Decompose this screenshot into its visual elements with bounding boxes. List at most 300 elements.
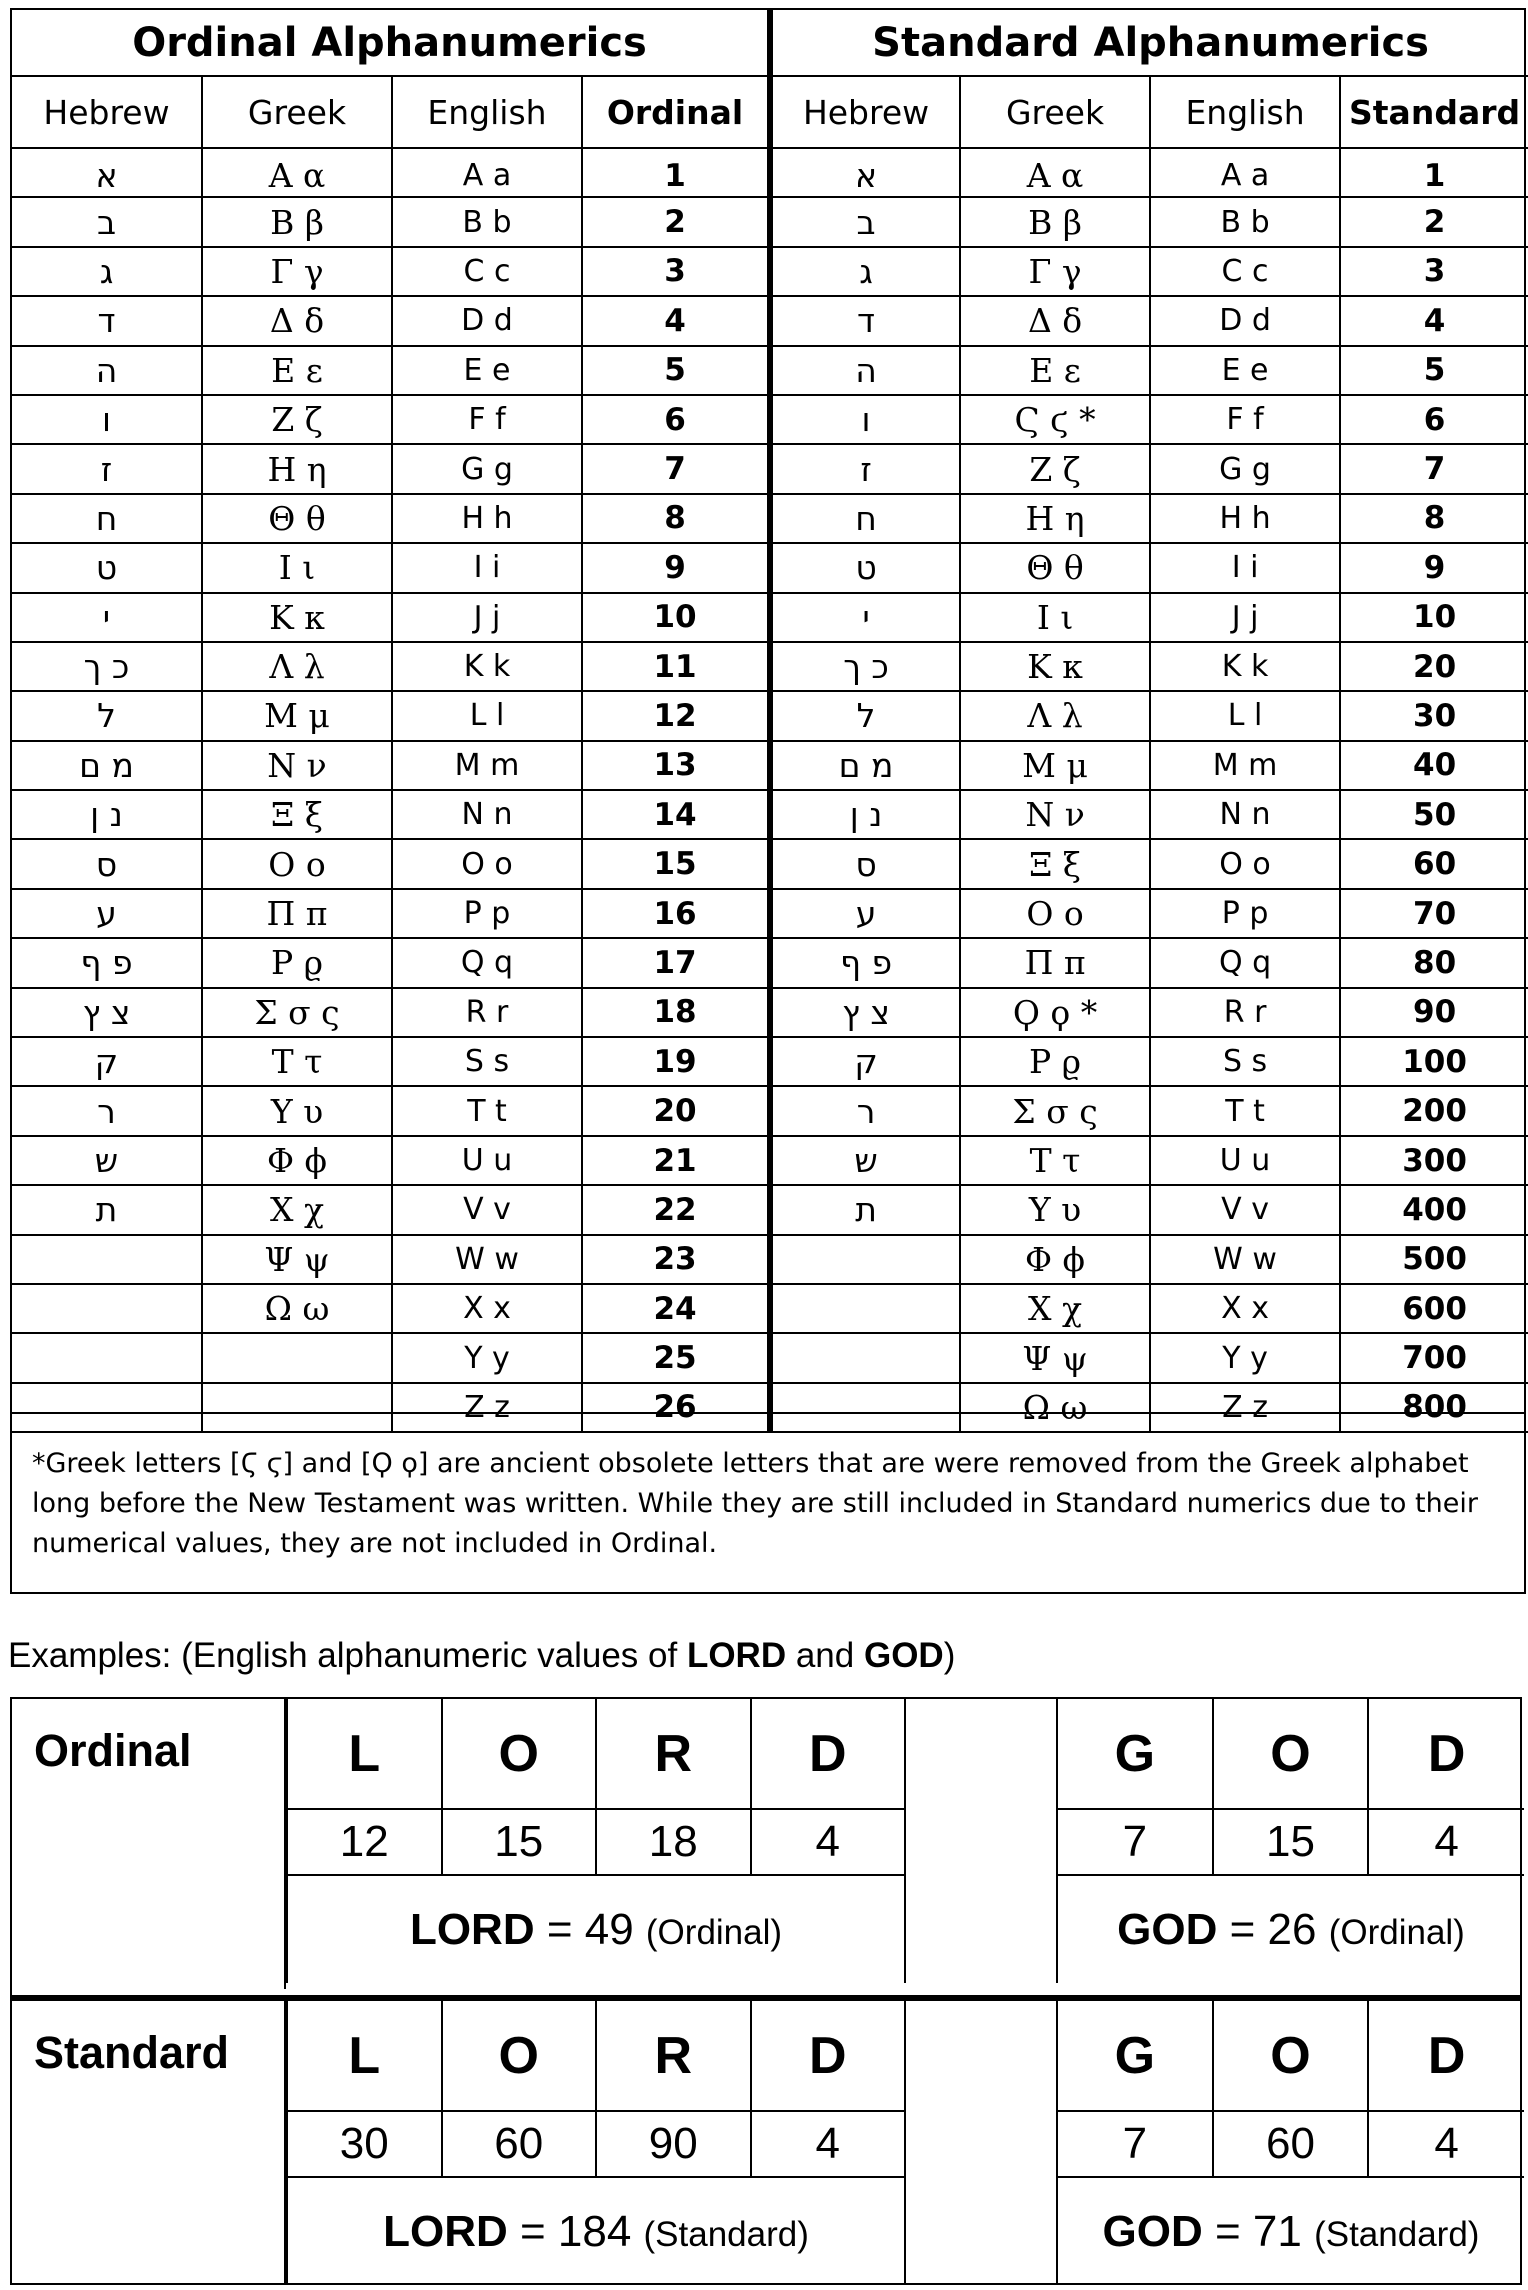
standard-cell-english: S s: [1150, 1037, 1340, 1086]
standard-cell-hebrew: מ ם: [770, 741, 960, 790]
standard-cell-greek: Π π: [960, 938, 1150, 987]
standard-cell-value: 700: [1340, 1333, 1528, 1382]
table-row: [12, 790, 1528, 839]
standard-cell-english: W w: [1150, 1235, 1340, 1284]
table-row: [12, 1037, 1528, 1086]
ordinal-cell-greek: Ρ ϱ: [202, 938, 392, 987]
standard-cell-hebrew: ק: [770, 1037, 960, 1086]
lord-letter-cell: O: [442, 1699, 597, 1809]
god-value-cell: 7: [1057, 1809, 1213, 1875]
table-row: [12, 691, 1528, 740]
ordinal-cell-english: V v: [392, 1185, 582, 1234]
lord-letter-cell: R: [596, 2001, 751, 2111]
standard-cell-english: E e: [1150, 346, 1340, 395]
standard-cell-english: J j: [1150, 593, 1340, 642]
ordinal-cell-greek: [202, 1333, 392, 1382]
god-example-grid: [1056, 1699, 1524, 1983]
standard-cell-english: R r: [1150, 988, 1340, 1037]
ordinal-cell-value: 10: [582, 593, 770, 642]
ordinal-cell-hebrew: פ ף: [12, 938, 202, 987]
standard-cell-greek: Υ υ: [960, 1185, 1150, 1234]
lord-letter-cell: D: [751, 1699, 906, 1809]
ordinal-cell-english: G g: [392, 444, 582, 493]
ordinal-cell-value: 6: [582, 395, 770, 444]
ordinal-cell-greek: Κ κ: [202, 593, 392, 642]
ordinal-cell-english: D d: [392, 296, 582, 345]
standard-cell-value: 6: [1340, 395, 1528, 444]
lord-value-cell: 30: [287, 2111, 442, 2177]
lord-value-cell: 60: [442, 2111, 597, 2177]
standard-cell-value: 800: [1340, 1383, 1528, 1432]
standard-cell-english: P p: [1150, 889, 1340, 938]
table-row: [12, 543, 1528, 592]
ordinal-header-hebrew: Hebrew: [12, 76, 202, 148]
standard-cell-english: H h: [1150, 494, 1340, 543]
lord-letter-cell: R: [596, 1699, 751, 1809]
ordinal-cell-value: 5: [582, 346, 770, 395]
standard-cell-english: O o: [1150, 839, 1340, 888]
standard-cell-hebrew: ל: [770, 691, 960, 740]
ordinal-header-value: Ordinal: [582, 76, 770, 148]
alphanumerics-grid: [12, 10, 1528, 1433]
standard-cell-hebrew: ת: [770, 1185, 960, 1234]
god-example-grid: [1056, 2001, 1524, 2285]
ordinal-cell-greek: Α α: [202, 148, 392, 197]
standard-cell-english: D d: [1150, 296, 1340, 345]
ordinal-cell-value: 15: [582, 839, 770, 888]
standard-cell-english: B b: [1150, 197, 1340, 246]
ordinal-cell-greek: Ψ ψ: [202, 1235, 392, 1284]
table-row: [12, 642, 1528, 691]
standard-cell-value: 4: [1340, 296, 1528, 345]
standard-cell-english: K k: [1150, 642, 1340, 691]
god-total-equation: = 26: [1217, 1904, 1329, 1954]
standard-cell-value: 8: [1340, 494, 1528, 543]
ordinal-cell-value: 12: [582, 691, 770, 740]
lord-value-cell: 15: [442, 1809, 597, 1875]
god-letter-cell: O: [1213, 1699, 1369, 1809]
standard-cell-english: U u: [1150, 1136, 1340, 1185]
table-row: [12, 444, 1528, 493]
examples-box: [10, 1697, 1522, 2285]
ordinal-cell-greek: Ξ ξ: [202, 790, 392, 839]
ordinal-cell-english: R r: [392, 988, 582, 1037]
standard-cell-greek: Ρ ϱ: [960, 1037, 1150, 1086]
ordinal-cell-hebrew: ז: [12, 444, 202, 493]
ordinal-cell-value: 9: [582, 543, 770, 592]
standard-cell-english: Y y: [1150, 1333, 1340, 1382]
standard-cell-hebrew: פ ף: [770, 938, 960, 987]
column-headers: [12, 76, 1528, 148]
ordinal-cell-hebrew: צ ץ: [12, 988, 202, 1037]
lord-value-cell: 12: [287, 1809, 442, 1875]
lord-letter-cell: D: [751, 2001, 906, 2111]
ordinal-cell-hebrew: ס: [12, 839, 202, 888]
standard-cell-hebrew: ר: [770, 1086, 960, 1135]
ordinal-cell-greek: Ι ι: [202, 543, 392, 592]
example-block-standard: [12, 1995, 1520, 2285]
god-total: [1057, 1875, 1524, 1983]
table-row: [12, 1086, 1528, 1135]
standard-cell-value: 30: [1340, 691, 1528, 740]
table-row: [12, 593, 1528, 642]
standard-cell-greek: Ψ ψ: [960, 1333, 1150, 1382]
ordinal-cell-hebrew: כ ך: [12, 642, 202, 691]
ordinal-cell-value: 7: [582, 444, 770, 493]
ordinal-cell-hebrew: [12, 1235, 202, 1284]
god-value-cell: 60: [1213, 2111, 1369, 2177]
lord-letter-cell: L: [287, 2001, 442, 2111]
ordinal-cell-hebrew: ל: [12, 691, 202, 740]
table-row: [12, 1333, 1528, 1382]
table-row: [12, 741, 1528, 790]
ordinal-cell-english: Q q: [392, 938, 582, 987]
standard-cell-hebrew: [770, 1235, 960, 1284]
ordinal-cell-english: S s: [392, 1037, 582, 1086]
ordinal-cell-english: B b: [392, 197, 582, 246]
caption-prefix: Examples: (English alphanumeric values of: [8, 1636, 687, 1675]
standard-cell-value: 600: [1340, 1284, 1528, 1333]
standard-cell-value: 200: [1340, 1086, 1528, 1135]
ordinal-cell-english: W w: [392, 1235, 582, 1284]
ordinal-cell-greek: Β β: [202, 197, 392, 246]
lord-total-kind: (Ordinal): [645, 1912, 783, 1952]
ordinal-cell-value: 8: [582, 494, 770, 543]
standard-cell-value: 500: [1340, 1235, 1528, 1284]
lord-letter-cell: L: [287, 1699, 442, 1809]
ordinal-cell-greek: Υ υ: [202, 1086, 392, 1135]
ordinal-cell-hebrew: ע: [12, 889, 202, 938]
standard-cell-value: 80: [1340, 938, 1528, 987]
standard-cell-greek: Χ χ: [960, 1284, 1150, 1333]
ordinal-cell-hebrew: ד: [12, 296, 202, 345]
standard-cell-english: M m: [1150, 741, 1340, 790]
caption-and: and: [786, 1636, 864, 1675]
standard-cell-greek: Σ σ ς: [960, 1086, 1150, 1135]
standard-cell-hebrew: ו: [770, 395, 960, 444]
example-block-ordinal: [12, 1699, 1520, 1989]
standard-cell-greek: Ν ν: [960, 790, 1150, 839]
standard-cell-hebrew: [770, 1333, 960, 1382]
standard-cell-value: 2: [1340, 197, 1528, 246]
standard-cell-greek: Ι ι: [960, 593, 1150, 642]
alphanumerics-table: [10, 8, 1526, 1594]
ordinal-cell-english: Z z: [392, 1383, 582, 1432]
standard-cell-greek: Ε ε: [960, 346, 1150, 395]
ordinal-cell-hebrew: י: [12, 593, 202, 642]
standard-cell-value: 90: [1340, 988, 1528, 1037]
standard-cell-value: 70: [1340, 889, 1528, 938]
ordinal-cell-hebrew: ר: [12, 1086, 202, 1135]
ordinal-cell-english: A a: [392, 148, 582, 197]
example-spacer: [906, 2001, 1056, 2285]
lord-total: [287, 1875, 905, 1983]
ordinal-cell-greek: Λ λ: [202, 642, 392, 691]
ordinal-cell-hebrew: ב: [12, 197, 202, 246]
ordinal-cell-english: F f: [392, 395, 582, 444]
ordinal-cell-english: L l: [392, 691, 582, 740]
standard-cell-english: G g: [1150, 444, 1340, 493]
standard-cell-hebrew: י: [770, 593, 960, 642]
standard-header-value: Standard: [1340, 76, 1528, 148]
example-spacer: [906, 1699, 1056, 1989]
ordinal-cell-hebrew: ג: [12, 247, 202, 296]
standard-cell-english: T t: [1150, 1086, 1340, 1135]
ordinal-cell-english: P p: [392, 889, 582, 938]
standard-cell-hebrew: נ ן: [770, 790, 960, 839]
standard-cell-greek: Δ δ: [960, 296, 1150, 345]
standard-title: Standard Alphanumerics: [770, 10, 1528, 76]
ordinal-cell-value: 17: [582, 938, 770, 987]
standard-cell-english: C c: [1150, 247, 1340, 296]
god-value-cell: 4: [1368, 1809, 1524, 1875]
ordinal-cell-value: 4: [582, 296, 770, 345]
ordinal-cell-greek: Δ δ: [202, 296, 392, 345]
standard-cell-hebrew: ב: [770, 197, 960, 246]
caption-word-lord: LORD: [686, 1636, 787, 1675]
god-value-cell: 15: [1213, 1809, 1369, 1875]
ordinal-cell-greek: Π π: [202, 889, 392, 938]
standard-cell-english: X x: [1150, 1284, 1340, 1333]
standard-cell-value: 400: [1340, 1185, 1528, 1234]
ordinal-header-english: English: [392, 76, 582, 148]
standard-cell-greek: Ω ω: [960, 1383, 1150, 1432]
ordinal-cell-hebrew: ש: [12, 1136, 202, 1185]
standard-cell-hebrew: ד: [770, 296, 960, 345]
standard-cell-english: N n: [1150, 790, 1340, 839]
ordinal-cell-value: 21: [582, 1136, 770, 1185]
lord-value-cell: 4: [751, 1809, 906, 1875]
standard-cell-greek: Ξ ξ: [960, 839, 1150, 888]
ordinal-cell-value: 26: [582, 1383, 770, 1432]
god-total-word: GOD: [1102, 2206, 1203, 2256]
standard-cell-hebrew: צ ץ: [770, 988, 960, 1037]
ordinal-cell-value: 24: [582, 1284, 770, 1333]
standard-header-english: English: [1150, 76, 1340, 148]
ordinal-cell-english: K k: [392, 642, 582, 691]
ordinal-cell-english: X x: [392, 1284, 582, 1333]
standard-cell-value: 7: [1340, 444, 1528, 493]
standard-cell-value: 5: [1340, 346, 1528, 395]
standard-cell-value: 10: [1340, 593, 1528, 642]
ordinal-cell-greek: Φ ϕ: [202, 1136, 392, 1185]
caption-suffix: ): [943, 1636, 956, 1675]
standard-cell-hebrew: א: [770, 148, 960, 197]
ordinal-cell-greek: Ω ω: [202, 1284, 392, 1333]
god-total-kind: (Ordinal): [1328, 1912, 1465, 1952]
lord-total-word: LORD: [409, 1904, 535, 1954]
god-letter-cell: G: [1057, 1699, 1213, 1809]
table-row: [12, 395, 1528, 444]
table-row: [12, 197, 1528, 246]
standard-cell-hebrew: ס: [770, 839, 960, 888]
ordinal-cell-hebrew: ו: [12, 395, 202, 444]
examples-caption: [8, 1636, 1208, 1676]
ordinal-cell-value: 3: [582, 247, 770, 296]
standard-cell-greek: Φ ϕ: [960, 1235, 1150, 1284]
ordinal-cell-hebrew: א: [12, 148, 202, 197]
table-row: [12, 1235, 1528, 1284]
standard-header-greek: Greek: [960, 76, 1150, 148]
god-total-word: GOD: [1117, 1904, 1218, 1954]
table-row: [12, 247, 1528, 296]
god-total: [1057, 2177, 1524, 2285]
standard-cell-value: 9: [1340, 543, 1528, 592]
table-row: [12, 1284, 1528, 1333]
standard-cell-greek: Γ γ: [960, 247, 1150, 296]
footnote: *Greek letters [Ϛ ϛ] and [Ϙ ϙ] are ancient obsolete letters that are were removed from the Greek alphabet long before the New Testament was written. While they are still included in Standard numerics due to their numerical values, they are not included in Ordinal.: [12, 1412, 1524, 1592]
ordinal-cell-value: 11: [582, 642, 770, 691]
ordinal-cell-greek: Η η: [202, 444, 392, 493]
ordinal-cell-value: 2: [582, 197, 770, 246]
standard-cell-greek: Τ τ: [960, 1136, 1150, 1185]
standard-cell-value: 60: [1340, 839, 1528, 888]
god-value-cell: 7: [1057, 2111, 1213, 2177]
example-label: Ordinal: [12, 1699, 286, 1989]
ordinal-cell-english: T t: [392, 1086, 582, 1135]
standard-cell-value: 20: [1340, 642, 1528, 691]
standard-cell-value: 1: [1340, 148, 1528, 197]
ordinal-cell-english: Y y: [392, 1333, 582, 1382]
lord-value-cell: 18: [596, 1809, 751, 1875]
standard-cell-english: I i: [1150, 543, 1340, 592]
standard-cell-value: 40: [1340, 741, 1528, 790]
ordinal-cell-english: E e: [392, 346, 582, 395]
ordinal-cell-hebrew: [12, 1333, 202, 1382]
ordinal-cell-value: 13: [582, 741, 770, 790]
standard-cell-hebrew: ח: [770, 494, 960, 543]
ordinal-cell-hebrew: ק: [12, 1037, 202, 1086]
ordinal-cell-value: 23: [582, 1235, 770, 1284]
table-row: [12, 889, 1528, 938]
lord-value-cell: 90: [596, 2111, 751, 2177]
standard-cell-greek: Θ θ: [960, 543, 1150, 592]
ordinal-cell-greek: Γ γ: [202, 247, 392, 296]
standard-cell-hebrew: ג: [770, 247, 960, 296]
god-total-equation: = 71: [1202, 2206, 1315, 2256]
ordinal-title: Ordinal Alphanumerics: [12, 10, 770, 76]
ordinal-cell-english: U u: [392, 1136, 582, 1185]
ordinal-cell-english: I i: [392, 543, 582, 592]
standard-cell-value: 300: [1340, 1136, 1528, 1185]
god-letter-cell: G: [1057, 2001, 1213, 2111]
standard-cell-value: 50: [1340, 790, 1528, 839]
standard-cell-hebrew: ש: [770, 1136, 960, 1185]
ordinal-cell-greek: Τ τ: [202, 1037, 392, 1086]
standard-cell-hebrew: [770, 1284, 960, 1333]
standard-cell-english: Q q: [1150, 938, 1340, 987]
ordinal-cell-hebrew: ת: [12, 1185, 202, 1234]
standard-cell-value: 100: [1340, 1037, 1528, 1086]
ordinal-cell-value: 19: [582, 1037, 770, 1086]
standard-cell-greek: Α α: [960, 148, 1150, 197]
standard-cell-greek: Η η: [960, 494, 1150, 543]
ordinal-cell-value: 1: [582, 148, 770, 197]
ordinal-cell-greek: Θ θ: [202, 494, 392, 543]
example-label: Standard: [12, 2001, 286, 2285]
ordinal-cell-hebrew: ח: [12, 494, 202, 543]
standard-cell-greek: Β β: [960, 197, 1150, 246]
standard-cell-greek: Ϙ ϙ *: [960, 988, 1150, 1037]
ordinal-cell-value: 14: [582, 790, 770, 839]
god-letter-cell: D: [1368, 2001, 1524, 2111]
standard-cell-greek: Μ μ: [960, 741, 1150, 790]
standard-cell-english: L l: [1150, 691, 1340, 740]
lord-value-cell: 4: [751, 2111, 906, 2177]
ordinal-cell-hebrew: [12, 1284, 202, 1333]
table-row: [12, 296, 1528, 345]
standard-cell-greek: Ϛ ϛ *: [960, 395, 1150, 444]
ordinal-cell-english: M m: [392, 741, 582, 790]
ordinal-cell-greek: Χ χ: [202, 1185, 392, 1234]
standard-cell-english: Z z: [1150, 1383, 1340, 1432]
lord-example-grid: [286, 2001, 906, 2285]
lord-total: [287, 2177, 905, 2285]
ordinal-cell-greek: Ο ο: [202, 839, 392, 888]
standard-cell-greek: Λ λ: [960, 691, 1150, 740]
lord-total-equation: = 49: [534, 1904, 646, 1954]
lord-letter-cell: O: [442, 2001, 597, 2111]
table-row: [12, 1185, 1528, 1234]
ordinal-cell-greek: Σ σ ς: [202, 988, 392, 1037]
standard-header-hebrew: Hebrew: [770, 76, 960, 148]
lord-total-word: LORD: [383, 2206, 508, 2256]
god-total-kind: (Standard): [1314, 2214, 1480, 2254]
lord-example-grid: [286, 1699, 906, 1983]
ordinal-cell-value: 22: [582, 1185, 770, 1234]
standard-cell-english: F f: [1150, 395, 1340, 444]
god-letter-cell: D: [1368, 1699, 1524, 1809]
ordinal-cell-hebrew: ה: [12, 346, 202, 395]
standard-cell-hebrew: ה: [770, 346, 960, 395]
lord-total-kind: (Standard): [643, 2214, 809, 2254]
ordinal-cell-hebrew: נ ן: [12, 790, 202, 839]
ordinal-cell-hebrew: מ ם: [12, 741, 202, 790]
standard-cell-english: V v: [1150, 1185, 1340, 1234]
ordinal-cell-greek: Ε ε: [202, 346, 392, 395]
table-row: [12, 494, 1528, 543]
standard-cell-hebrew: ע: [770, 889, 960, 938]
ordinal-cell-value: 16: [582, 889, 770, 938]
table-row: [12, 988, 1528, 1037]
ordinal-cell-hebrew: ט: [12, 543, 202, 592]
ordinal-cell-greek: Μ μ: [202, 691, 392, 740]
ordinal-cell-value: 18: [582, 988, 770, 1037]
caption-word-god: GOD: [863, 1636, 944, 1675]
standard-cell-hebrew: ז: [770, 444, 960, 493]
standard-cell-hebrew: ט: [770, 543, 960, 592]
ordinal-header-greek: Greek: [202, 76, 392, 148]
ordinal-cell-english: O o: [392, 839, 582, 888]
standard-cell-value: 3: [1340, 247, 1528, 296]
table-row: [12, 346, 1528, 395]
ordinal-cell-value: 25: [582, 1333, 770, 1382]
god-value-cell: 4: [1368, 2111, 1524, 2177]
standard-cell-greek: Ζ ζ: [960, 444, 1150, 493]
ordinal-cell-value: 20: [582, 1086, 770, 1135]
standard-cell-greek: Ο ο: [960, 889, 1150, 938]
ordinal-cell-english: H h: [392, 494, 582, 543]
standard-cell-hebrew: כ ך: [770, 642, 960, 691]
ordinal-cell-greek: Ν ν: [202, 741, 392, 790]
table-row: [12, 148, 1528, 197]
ordinal-cell-english: N n: [392, 790, 582, 839]
standard-cell-greek: Κ κ: [960, 642, 1150, 691]
ordinal-cell-english: J j: [392, 593, 582, 642]
lord-total-equation: = 184: [507, 2206, 644, 2256]
table-row: [12, 1136, 1528, 1185]
standard-cell-english: A a: [1150, 148, 1340, 197]
